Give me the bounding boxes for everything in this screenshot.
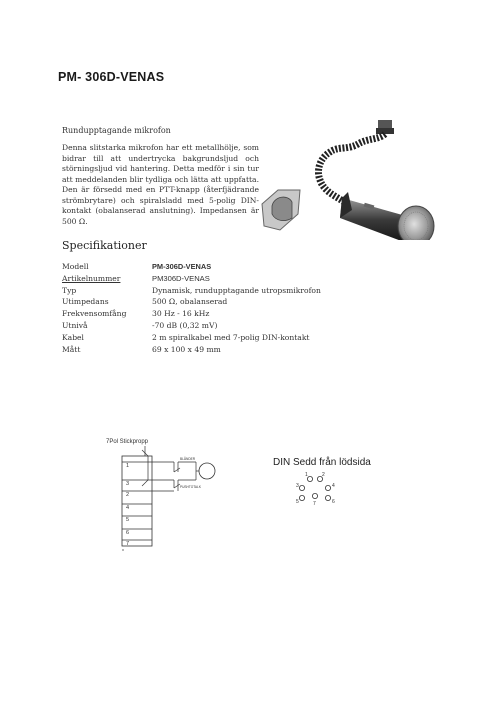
spec-row-dimensions	[62, 345, 321, 357]
din-pin-label: 1	[305, 472, 308, 478]
schematic-pin-label: 1	[126, 463, 130, 469]
schematic-pin-label: 2	[126, 492, 130, 498]
spec-value: Dynamisk, rundupptagande utropsmikrofon	[152, 285, 321, 295]
product-description: Denna slitstarka mikrofon har ett metallhölje, som bidrar till att undertrycka bakgrundsljud och störningsljud vid hantering. Detta medför i sin tur att meddelanden blir tydliga och lätta att uppfatta. Den är försedd med en PTT-knapp (återfjädrande strömbrytare) och spiralsladd med 5-polig DIN-kontakt (obalanserad anslutning). Impedansen är 500 Ω.	[62, 143, 259, 226]
spec-value: 69 x 100 x 49 mm	[152, 344, 221, 354]
din-pin-label: 3	[296, 483, 299, 489]
spec-label: Utnivå	[62, 320, 88, 330]
spec-value: PM306D-VENAS	[152, 273, 210, 283]
schematic-pin-label: 7	[126, 541, 130, 547]
din-plug-icon	[378, 120, 392, 129]
coiled-cable	[318, 134, 385, 202]
spec-row-frequency	[62, 309, 321, 321]
din-connector-title: DIN Sedd från lödsida	[273, 457, 371, 468]
switch-label: BLÅNDER	[180, 457, 196, 461]
din-connector-diagram	[288, 470, 348, 510]
spec-value: 30 Hz - 16 kHz	[152, 309, 210, 319]
din-pin-label: 7	[313, 501, 316, 507]
schematic-pin-label: 6	[126, 530, 130, 536]
schematic-title: 7Pol Stickpropp	[106, 439, 149, 445]
page-title: PM- 306D-VENAS	[58, 70, 165, 84]
spec-value: PM-306D-VENAS	[152, 262, 212, 271]
spec-label: Mått	[62, 344, 81, 354]
spec-value: -70 dB (0,32 mV)	[152, 320, 218, 330]
din-pin-label: 2	[322, 472, 325, 478]
spec-row-type	[62, 286, 321, 298]
spec-label: Frekvensomfång	[62, 309, 127, 319]
spec-row-cable	[62, 333, 321, 345]
spec-value: 500 Ω, obalanserad	[152, 297, 228, 307]
spec-label: Typ	[62, 285, 77, 295]
microphone-capsule-icon	[199, 463, 215, 479]
spec-row-output-level	[62, 321, 321, 333]
specifications-heading: Specifikationer	[62, 239, 147, 252]
spec-label: Kabel	[62, 332, 84, 342]
schematic-pin-label: 3	[126, 481, 130, 487]
schematic-pin-label: 4	[126, 505, 130, 511]
specifications-table	[62, 262, 321, 356]
din-pin-label: 5	[296, 499, 299, 505]
spec-value: 2 m spiralkabel med 7-polig DIN-kontakt	[152, 332, 310, 342]
spec-row-model	[62, 262, 321, 274]
wiring-schematic	[104, 436, 234, 556]
schematic-pin-label: 5	[126, 517, 130, 523]
din-pin-label: 6	[332, 499, 335, 505]
spec-row-impedance	[62, 297, 321, 309]
microphone-head	[398, 206, 434, 240]
product-subtitle: Rundupptagande mikrofon	[62, 126, 171, 135]
spec-label: Modell	[62, 262, 89, 271]
spec-label: Artikelnummer	[62, 273, 121, 283]
spec-row-article-number	[62, 274, 321, 286]
din-pin-label: 4	[332, 483, 335, 489]
switch-label: PUSHTOTALK	[180, 485, 201, 489]
spec-label: Utimpedans	[62, 297, 109, 307]
microphone-image	[258, 118, 438, 240]
